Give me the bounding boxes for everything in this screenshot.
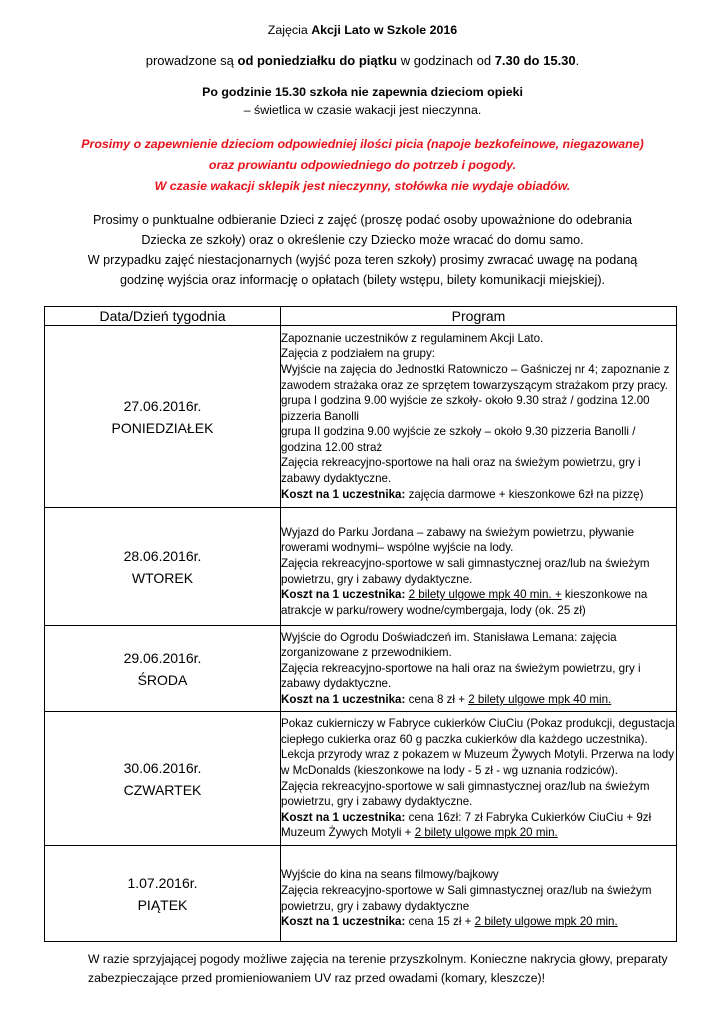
hours-mid: w godzinach od	[397, 53, 495, 68]
table-row	[45, 508, 677, 626]
table-row	[45, 626, 677, 712]
table-row	[45, 846, 677, 942]
table-row	[45, 326, 677, 508]
program-cell	[281, 626, 677, 712]
row-day: WTOREK	[131, 569, 194, 586]
row-date: 27.06.2016r.	[123, 397, 202, 414]
program-line: Zajęcia rekreacyjno-sportowe w sali gimnastycznej oraz/lub na świeżym powietrzu, gry i zabawy dydaktyczne.	[281, 556, 650, 586]
schedule-table	[44, 306, 677, 942]
notice-line-3: W przypadku zajęć niestacjonarnych (wyjść poza teren szkoły) prosimy zwracać uwagę na podaną	[87, 253, 638, 267]
date-cell	[45, 846, 281, 942]
date-cell	[45, 508, 281, 626]
hours-suffix: .	[575, 53, 580, 68]
care-notice-line2: – świetlica w czasie wakacji jest nieczynna.	[243, 103, 482, 117]
title-bold: Akcji Lato w Szkole 2016	[311, 23, 458, 37]
cost-line	[281, 692, 676, 708]
notice-line-4: godzinę wyjścia oraz informację o opłatach (bilety wstępu, bilety komunikacji miejskiej).	[119, 273, 606, 287]
care-bold-text: Po godzinie 15.30 szkoła nie zapewnia dzieciom opieki	[202, 85, 523, 99]
program-line: Wyjście do kina na seans filmowy/bajkowy	[281, 868, 499, 882]
cost-label: Koszt na 1 uczestnika:	[281, 915, 406, 929]
hours-range: 7.30 do 15.30	[494, 53, 576, 68]
row-date: 29.06.2016r.	[123, 649, 202, 666]
program-line: Wyjście do Ogrodu Doświadczeń im. Stanisława Lemana: zajęcia zorganizowane z przewodnikiem.	[281, 630, 617, 660]
cost-tickets: 2 bilety ulgowe mpk 40 min.	[468, 692, 612, 706]
header-program: Program	[281, 307, 677, 326]
cost-line	[281, 587, 676, 618]
program-line: Wyjście na zajęcia do Jednostki Ratowniczo – Gaśniczej nr 4; zapoznanie z zawodem strażaka oraz ze sprzętem towarzyszącym strażakom przy pracy.	[281, 362, 670, 392]
program-line: grupa II godzina 9.00 wyjście ze szkoły – około 9.30 pizzeria Banolli / godzina 12.00 straż	[281, 425, 636, 454]
date-cell	[45, 626, 281, 712]
date-cell	[45, 326, 281, 508]
program-line: Wyjazd do Parku Jordana – zabawy na świeżym powietrzu, pływanie rowerami wodnymi– wspólne wyjście na lody.	[281, 525, 635, 555]
header-date: Data/Dzień tygodnia	[45, 307, 281, 326]
program-line: Zajęcia rekreacyjno-sportowe na hali oraz na świeżym powietrzu, gry i zabawy dydaktyczne.	[281, 661, 641, 691]
program-line: Zajęcia rekreacyjno-sportowe w sali gimnastycznej oraz/lub na świeżym powietrzu, gry i zabawy dydaktyczne.	[281, 779, 650, 809]
program-cell	[281, 712, 677, 846]
program-line: grupa I godzina 9.00 wyjście ze szkoły- około 9.30 straż / godzina 12.00 pizzeria Banolli	[281, 394, 650, 423]
cost-text: cena 16zł: 7 zł Fabryka Cukierków CiuCiu + 9zł Muzeum Żywych Motyli +	[281, 810, 652, 840]
notice-line-1: Prosimy o punktualne odbieranie Dzieci z zajęć (proszę podać osoby upoważnione do odebrania	[92, 213, 633, 227]
hours-days: od poniedziałku do piątku	[237, 53, 398, 68]
table-row	[45, 712, 677, 846]
hours-line	[0, 52, 725, 69]
footer-note: W razie sprzyjającej pogody możliwe zajęcia na terenie przyszkolnym. Konieczne nakrycia głowy, preparaty zabezpieczające przed promieniowaniem UV raz przed owadami (komary, kleszcze)!	[88, 952, 668, 985]
program-line: Zajęcia rekreacyjno-sportowe w Sali gimnastycznej oraz/lub na świeżym powietrzu, gry i zabawy dydaktyczne	[281, 883, 652, 913]
program-cell	[281, 508, 677, 626]
row-date: 30.06.2016r.	[123, 759, 202, 776]
table-header-row	[45, 307, 677, 326]
row-day: PIĄTEK	[137, 896, 188, 913]
notice-line-2: Dziecka ze szkoły) oraz o określenie czy Dziecko może wracać do domu samo.	[141, 233, 584, 247]
cost-text: cena 15 zł +	[405, 915, 475, 929]
document-title	[0, 22, 725, 39]
program-line: Pokaz cukierniczy w Fabryce cukierków CiuCiu (Pokaz produkcji, degustacja ciepłego cukierka oraz 60 g paczka cukierków dla każdego uczestnika).	[281, 717, 675, 746]
row-day: PONIEDZIAŁEK	[111, 419, 214, 436]
cost-label: Koszt na 1 uczestnika:	[281, 810, 406, 824]
cost-line	[281, 914, 676, 930]
warning-line-3: W czasie wakacji sklepik jest nieczynny, stołówka nie wydaje obiadów.	[154, 179, 571, 193]
cost-text: zajęcia darmowe + kieszonkowe 6zł na pizzę)	[405, 487, 644, 501]
cost-tickets: 2 bilety ulgowe mpk 20 min.	[474, 915, 618, 929]
care-notice-bold	[0, 84, 725, 101]
program-line: Zajęcia z podziałem na grupy:	[281, 347, 436, 361]
cost-label: Koszt na 1 uczestnika:	[281, 692, 406, 706]
title-prefix: Zajęcia	[267, 23, 312, 37]
cost-line	[281, 487, 676, 503]
program-cell	[281, 846, 677, 942]
cost-text: cena 8 zł +	[405, 692, 469, 706]
cost-line	[281, 810, 676, 841]
row-day: ŚRODA	[137, 671, 188, 688]
cost-tickets: 2 bilety ulgowe mpk 40 min. +	[408, 588, 562, 602]
warning-line-1: Prosimy o zapewnienie dzieciom odpowiedniej ilości picia (napoje bezkofeinowe, niegazowane)	[81, 137, 644, 151]
cost-tickets: 2 bilety ulgowe mpk 20 min.	[414, 826, 558, 840]
row-date: 28.06.2016r.	[123, 547, 202, 564]
row-date: 1.07.2016r.	[127, 874, 198, 891]
cost-label: Koszt na 1 uczestnika:	[281, 588, 406, 602]
program-line: Zajęcia rekreacyjno-sportowe na hali oraz na świeżym powietrzu, gry i zabawy dydaktyczne.	[281, 456, 641, 486]
date-cell	[45, 712, 281, 846]
program-cell	[281, 326, 677, 508]
row-day: CZWARTEK	[123, 781, 202, 798]
cost-after: kieszonkowe na atrakcje w parku/rowery wodne/cymbergaja, lody (ok. 25 zł)	[281, 588, 648, 617]
warning-line-2: oraz prowiantu odpowiedniego do potrzeb i pogody.	[208, 158, 517, 172]
program-line: Lekcja przyrody wraz z pokazem w Muzeum Żywych Motyli. Przerwa na lody w McDonalds (kieszonkowe na lody - 5 zł - wg uznania rodziców).	[281, 748, 675, 777]
hours-prefix: prowadzone są	[145, 53, 238, 68]
program-line: Zapoznanie uczestników z regulaminem Akcji Lato.	[281, 331, 544, 345]
cost-label: Koszt na 1 uczestnika:	[281, 487, 406, 501]
